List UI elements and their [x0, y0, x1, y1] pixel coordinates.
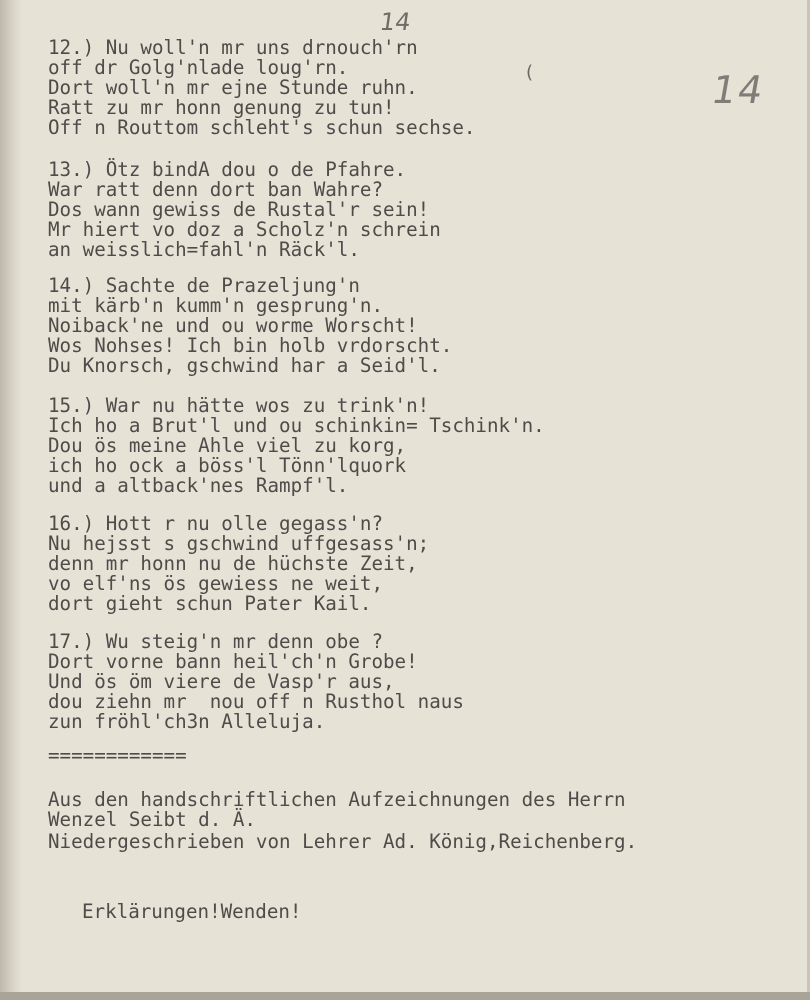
explanations-note: Erklärungen!Wenden!	[82, 900, 302, 923]
stanza-12	[48, 38, 475, 138]
verse-line: off dr Golg'nlade loug'rn.	[48, 56, 349, 79]
stanza-17	[48, 632, 464, 732]
verse-line: Ratt zu mr honn genung zu tun!	[48, 96, 395, 119]
verse-line: Dort vorne bann heil'ch'n Grobe!	[48, 650, 418, 673]
verse-line: Dort woll'n mr ejne Stunde ruhn.	[48, 76, 418, 99]
verse-line: 12.) Nu woll'n mr uns drnouch'rn	[48, 36, 418, 59]
verse-line: 14.) Sachte de Prazeljung'n	[48, 274, 360, 297]
stanza-14	[48, 276, 452, 376]
verse-line: Dou ös meine Ahle viel zu korg,	[48, 434, 407, 457]
verse-line: Off n Routtom schleht's schun sechse.	[48, 116, 476, 139]
verse-line: dou ziehn mr nou off n Rusthol naus	[48, 690, 464, 713]
source-note: Aus den handschriftlichen Aufzeichnungen des Herrn	[48, 788, 626, 811]
verse-line: zun fröhl'ch3n Alleluja.	[48, 710, 326, 733]
handwritten-page-number-top: 14	[378, 8, 413, 36]
verse-line: Ich ho a Brut'l und ou schinkin= Tschink'n.	[48, 414, 545, 437]
verse-line: 17.) Wu steig'n mr denn obe ?	[48, 630, 384, 653]
verse-line: 13.) Ötz bindA dou o de Pfahre.	[48, 158, 407, 181]
verse-line: ich ho ock a böss'l Tönn'lquork	[48, 454, 407, 477]
verse-line: dort gieht schun Pater Kail.	[48, 592, 372, 615]
separator-line: ============	[48, 744, 187, 767]
verse-line: War ratt denn dort ban Wahre?	[48, 178, 384, 201]
stanza-13	[48, 160, 441, 260]
verse-line: und a altback'nes Rampf'l.	[48, 474, 349, 497]
verse-line: 15.) War nu hätte wos zu trink'n!	[48, 394, 430, 417]
verse-line: Wos Nohses! Ich bin holb vrdorscht.	[48, 334, 453, 357]
verse-line: Und ös öm viere de Vasp'r aus,	[48, 670, 395, 693]
source-author: Wenzel Seibt d. Ä.	[48, 808, 256, 831]
transcriber-note: Niedergeschrieben von Lehrer Ad. König,Reichenberg.	[48, 830, 638, 853]
handwritten-page-number-right: 14	[708, 68, 769, 112]
verse-line: denn mr honn nu de hüchste Zeit,	[48, 552, 418, 575]
verse-line: Mr hiert vo doz a Scholz'n schrein	[48, 218, 441, 241]
verse-line: an weisslich=fahl'n Räck'l.	[48, 238, 360, 261]
pencil-mark: (	[526, 62, 534, 83]
verse-line: mit kärb'n kumm'n gesprung'n.	[48, 294, 384, 317]
verse-line: Noiback'ne und ou worme Worscht!	[48, 314, 418, 337]
stanza-16	[48, 514, 429, 614]
verse-line: 16.) Hott r nu olle gegass'n?	[48, 512, 384, 535]
verse-line: Du Knorsch, gschwind har a Seid'l.	[48, 354, 441, 377]
verse-line: vo elf'ns ös gewiess ne weit,	[48, 572, 384, 595]
page-bottom-edge	[0, 992, 810, 1000]
verse-line: Nu hejsst s gschwind uffgesass'n;	[48, 532, 430, 555]
verse-line: Dos wann gewiss de Rustal'r sein!	[48, 198, 430, 221]
stanza-15	[48, 396, 545, 496]
page-fold-shadow	[0, 0, 22, 1000]
